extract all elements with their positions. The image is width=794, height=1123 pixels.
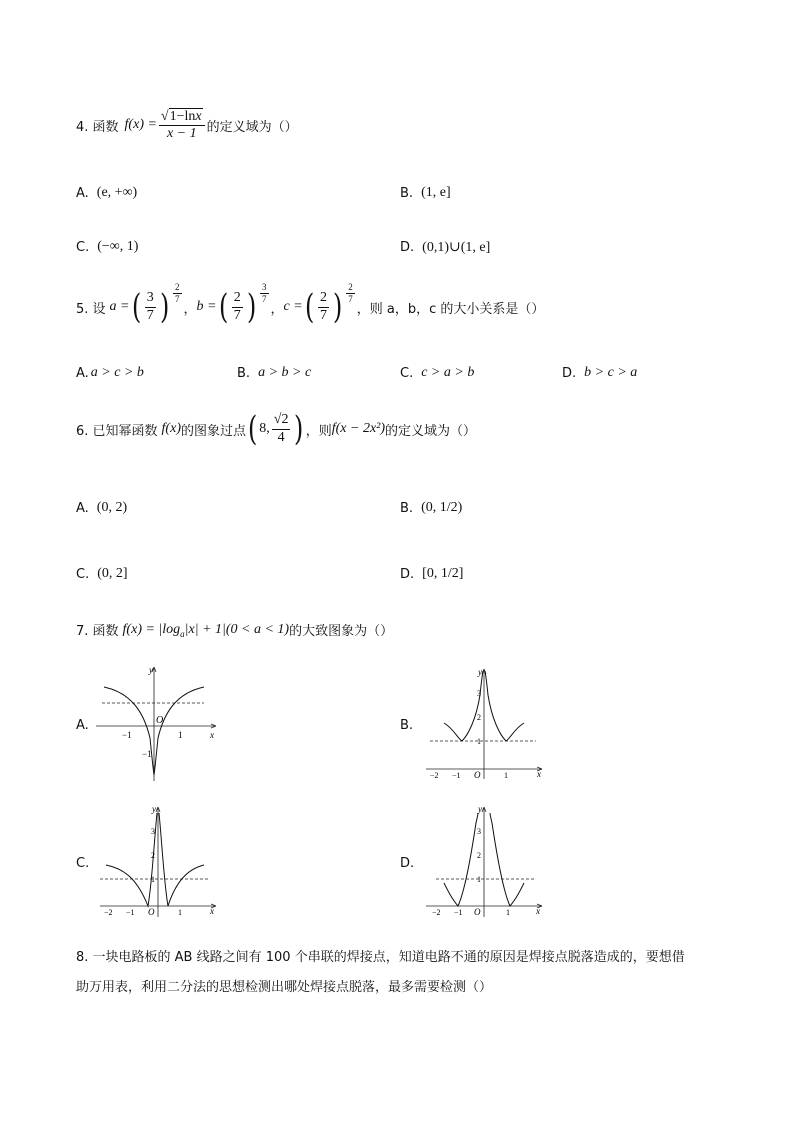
option-label: B. [237, 365, 251, 381]
q7-sub: a [180, 628, 185, 639]
q5-frac-c [318, 290, 329, 323]
frac-num: 3 [145, 290, 156, 307]
q7-prefix: 7. 函数 [76, 624, 119, 639]
q6-option-b[interactable] [400, 500, 462, 516]
x-axis-label: x [210, 906, 214, 916]
q7-graph-b [422, 665, 546, 783]
option-value: (1, e] [421, 185, 451, 200]
q7-graph-a [92, 663, 220, 783]
tick-label: −1 [454, 908, 463, 917]
q5-stem [76, 282, 545, 327]
exp-den: 7 [348, 293, 353, 304]
tick-label: −1 [122, 730, 132, 740]
tick-label: 2 [151, 851, 155, 860]
tick-label: 1 [151, 875, 155, 884]
q7-option-a[interactable] [76, 718, 89, 733]
q7-suffix: 的大致图象为（） [289, 624, 394, 639]
q5-option-a[interactable] [76, 365, 144, 381]
q7-stem [76, 620, 393, 639]
q6-mid2: ，则 [305, 423, 332, 439]
option-value: (0, 2] [97, 566, 128, 581]
q5-suffix: ，则 a，b，c 的大小关系是（） [356, 301, 545, 317]
q7-graph-c [96, 803, 220, 921]
x-axis-label: x [210, 730, 214, 740]
option-value: (0, 1/2) [421, 500, 463, 515]
x-axis-label: x [537, 769, 541, 779]
q4-numerator-var: x [195, 109, 202, 124]
option-label: C. [76, 856, 90, 871]
q5-prefix: 5. 设 [76, 301, 106, 317]
tick-label: 1 [178, 730, 183, 740]
right-paren: ) [246, 287, 257, 327]
q6-expr: f(x − 2x²) [331, 421, 386, 436]
origin-label: O [148, 907, 155, 917]
q6-option-c[interactable] [76, 566, 128, 582]
y-axis-label: y [478, 804, 482, 814]
frac-den: 4 [277, 429, 285, 445]
q5-option-b[interactable] [237, 365, 311, 381]
q5-frac-b [232, 290, 243, 323]
exp-num: 2 [348, 282, 353, 293]
q6-point-x: 8, [259, 421, 270, 436]
left-paren: ( [247, 409, 258, 449]
origin-label: O [474, 770, 481, 780]
q5-exp-c [346, 282, 355, 304]
tick-label: 2 [477, 713, 481, 722]
option-value: (0, 2) [96, 500, 128, 515]
option-label: A. [76, 500, 89, 516]
q6-option-a[interactable] [76, 500, 127, 516]
q6-point-frac [272, 412, 291, 445]
left-paren: ( [304, 287, 314, 327]
option-value: (e, +∞) [96, 185, 138, 200]
q4-suffix: 的定义域为（） [206, 119, 298, 135]
option-value: b > c > a [584, 365, 638, 380]
q6-suffix: 的定义域为（） [385, 423, 477, 439]
q4-func: f(x) = [124, 117, 157, 133]
tick-label: −1 [142, 749, 152, 759]
option-label: A. [76, 365, 89, 381]
q7-expr2: |x| + 1|(0 < a < 1) [184, 621, 290, 637]
q5-option-c[interactable] [400, 365, 474, 381]
tick-label: −1 [452, 771, 461, 780]
q5-frac-a [145, 290, 156, 323]
q4-stem [76, 108, 298, 142]
option-label: D. [400, 856, 415, 871]
frac-den: 7 [233, 307, 241, 323]
q4-denominator: x − 1 [166, 126, 197, 142]
option-label: B. [400, 500, 414, 516]
tick-label: 3 [477, 689, 481, 698]
y-axis-label: y [478, 667, 482, 677]
q6-mid: 的图象过点 [180, 423, 246, 439]
option-value: [0, 1/2] [422, 566, 464, 581]
q4-fraction: √ 1−lnx x − 1 [159, 108, 205, 142]
option-label: B. [400, 718, 414, 733]
y-axis-label: y [149, 665, 153, 675]
exp-num: 2 [175, 282, 180, 293]
option-value: a > b > c [258, 365, 312, 380]
q5-var-c: c = [283, 299, 303, 314]
left-paren: ( [131, 287, 141, 327]
option-label: C. [76, 566, 90, 582]
tick-label: 3 [477, 827, 481, 836]
q4-numerator: 1−ln [169, 109, 196, 124]
tick-label: 1 [506, 908, 510, 917]
tick-label: 2 [477, 851, 481, 860]
left-paren: ( [218, 287, 228, 327]
q7-graph-d [422, 803, 546, 921]
q7-option-d[interactable] [400, 856, 414, 871]
q8-line2: 助万用表，利用二分法的思想检测出哪处焊接点脱落，最多需要检测（） [76, 980, 493, 995]
option-value: c > a > b [421, 365, 475, 380]
q6-fx: f(x) [161, 421, 181, 436]
right-paren: ) [159, 287, 170, 327]
frac-den: 7 [146, 307, 154, 323]
q6-option-d[interactable] [400, 566, 463, 582]
tick-label: 3 [151, 827, 155, 836]
q4-option-d[interactable] [400, 239, 490, 256]
option-label: A. [76, 718, 89, 733]
frac-num: 2 [318, 290, 329, 307]
separator: ， [270, 301, 284, 317]
q8-line1: 8. 一块电路板的 AB 线路之间有 100 个串联的焊接点，知道电路不通的原因是焊接点脱落造成的，要想借 [76, 950, 685, 965]
option-value: a > c > b [90, 365, 144, 380]
q7-expr: f(x) = |log [122, 621, 181, 637]
tick-label: 1 [477, 875, 481, 884]
q5-var-b: b = [196, 299, 217, 314]
option-value: (−∞, 1) [97, 239, 139, 254]
exp-den: 7 [262, 293, 267, 304]
option-value: (0,1)∪(1, e] [422, 240, 491, 255]
right-paren: ) [332, 287, 343, 327]
q5-exp-a [173, 282, 182, 304]
tick-label: −2 [432, 908, 441, 917]
origin-label: O [474, 907, 481, 917]
exp-num: 3 [262, 282, 267, 293]
q4-prefix: 4. 函数 [76, 119, 119, 135]
tick-label: 1 [178, 908, 182, 917]
q5-var-a: a = [109, 299, 130, 314]
separator: ， [183, 301, 197, 317]
q4-option-c[interactable] [76, 239, 138, 255]
y-axis-label: y [152, 804, 156, 814]
tick-label: −2 [430, 771, 439, 780]
option-label: C. [76, 239, 90, 255]
q5-exp-b [260, 282, 269, 304]
tick-label: 1 [504, 771, 508, 780]
tick-label: −2 [104, 908, 113, 917]
option-label: B. [400, 185, 414, 201]
frac-den: 7 [319, 307, 327, 323]
origin-label: O [156, 715, 164, 726]
q4-option-a[interactable] [76, 185, 137, 201]
exp-den: 7 [175, 293, 180, 304]
frac-num: √2 [272, 412, 291, 429]
option-label: D. [562, 365, 577, 381]
option-label: D. [400, 240, 415, 255]
q6-stem [76, 409, 477, 449]
option-label: D. [400, 566, 415, 582]
q6-prefix: 6. 已知幂函数 [76, 423, 158, 439]
q7-option-c[interactable] [76, 856, 89, 871]
q7-option-b[interactable] [400, 718, 413, 733]
option-label: A. [76, 185, 89, 201]
right-paren: ) [294, 409, 304, 449]
x-axis-label: x [536, 906, 540, 916]
option-label: C. [400, 365, 414, 381]
q5-option-d[interactable] [562, 365, 637, 381]
tick-label: 1 [477, 737, 481, 746]
tick-label: −1 [126, 908, 135, 917]
q4-option-b[interactable] [400, 185, 451, 201]
frac-num: 2 [232, 290, 243, 307]
